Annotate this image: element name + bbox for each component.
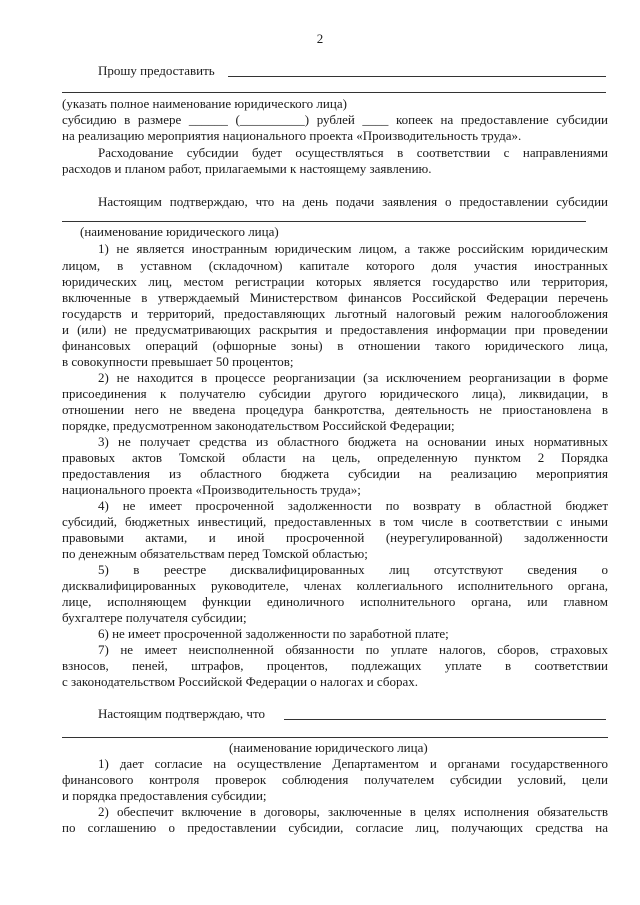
commit-1-line-1: 1) дает согласие на осуществление Департаментом и органами государственного <box>98 756 608 771</box>
item-5-line-2: дисквалифицированных руководителе, членах коллегиального исполнительного органа, <box>62 578 608 593</box>
item-6-line-1: 6) не имеет просроченной задолженности по заработной плате; <box>98 626 449 641</box>
item-2-line-2: присоединения к получателю субсидии другого юридического лица), ликвидации, в <box>62 386 608 401</box>
item-7-line-1: 7) не имеет неисполненной обязанности по уплате налогов, сборов, страховых <box>98 642 608 657</box>
item-1-line-7: финансовых операций (офшорные зоны) в отношении такого юридического лица, <box>62 338 608 353</box>
item-2-line-4: порядке, предусмотренном законодательством Российской Федерации; <box>62 418 455 433</box>
org-name-field-line[interactable] <box>228 76 606 77</box>
item-3-line-1: 3) не получает средства из областного бюджета на основании иных нормативных <box>98 434 608 449</box>
subsidy-amount-line: субсидию в размере ______ (__________) рублей ____ копеек на предоставление субсидии <box>62 112 608 127</box>
item-7-line-3: с законодательством Российской Федерации о налогах и сборах. <box>62 674 418 689</box>
item-1-line-2: лицом, в уставном (складочном) капитале которого доля участия иностранных <box>62 258 608 273</box>
item-4-line-3: правовыми актами, и иной просроченной (неурегулированной) задолженности <box>62 530 608 545</box>
org-hint-name-1: (наименование юридического лица) <box>80 224 279 239</box>
expenses-line-2: расходов и планом работ, прилагаемыми к настоящему заявлению. <box>62 161 432 176</box>
item-1-line-8: в совокупности превышает 50 процентов; <box>62 354 294 369</box>
item-4-line-2: субсидий, бюджетных инвестиций, предоставленных в том числе в соответствии с иными <box>62 514 608 529</box>
org-hint-name-2: (наименование юридического лица) <box>229 740 428 755</box>
item-2-line-1: 2) не находится в процессе реорганизации (за исключением реорганизации в форме <box>98 370 608 385</box>
item-3-line-4: национального проекта «Производительность труда»; <box>62 482 361 497</box>
page-number: 2 <box>316 31 324 46</box>
item-3-line-3: предоставления из областного бюджета субсидии на реализацию мероприятия <box>62 466 608 481</box>
item-1-line-5: государств и территорий, предоставляющих льготный налоговый режим налогообложения <box>62 306 608 321</box>
item-1-line-3: юридических лиц, местом регистрации которых является государство или территория, <box>62 274 608 289</box>
item-4-line-4: по денежным обязательствам перед Томской областью; <box>62 546 368 561</box>
commit-1-line-3: и порядка предоставления субсидии; <box>62 788 267 803</box>
subsidy-purpose: на реализацию мероприятия национального проекта «Производительность труда». <box>62 128 522 143</box>
request-label: Прошу предоставить <box>98 63 215 78</box>
org-name-field-line-2[interactable] <box>62 92 606 93</box>
item-1-line-1: 1) не является иностранным юридическим лицом, а также российским юридическим <box>98 241 608 256</box>
item-1-line-4: включенные в утверждаемый Министерством финансов Российской Федерации перечень <box>62 290 608 305</box>
item-3-line-2: правовых актов Томской области на цель, определенную пунктом 2 Порядка <box>62 450 608 465</box>
item-5-line-1: 5) в реестре дисквалифицированных лиц отсутствуют сведения о <box>98 562 608 577</box>
item-5-line-4: бухгалтере получателя субсидии; <box>62 610 247 625</box>
org-hint-full-name: (указать полное наименование юридического лица) <box>62 96 347 111</box>
confirm-intro-1: Настоящим подтверждаю, что на день подачи заявления о предоставлении субсидии <box>98 194 608 209</box>
org-name-field-line-4[interactable] <box>284 719 606 720</box>
item-2-line-3: отношении него не введена процедура банкротства, деятельность не приостановлена в <box>62 402 608 417</box>
org-name-field-line-5[interactable] <box>62 737 608 738</box>
item-7-line-2: взносов, пеней, штрафов, процентов, подлежащих уплате в соответствии <box>62 658 608 673</box>
item-5-line-3: лице, исполняющем функции единоличного исполнительного органа, или главном <box>62 594 608 609</box>
confirm-intro-2: Настоящим подтверждаю, что <box>98 706 265 721</box>
commit-2-line-1: 2) обеспечит включение в договоры, заключенные в целях исполнения обязательств <box>98 804 608 819</box>
item-4-line-1: 4) не имеет просроченной задолженности по возврату в областной бюджет <box>98 498 608 513</box>
commit-1-line-2: финансового контроля проверок соблюдения получателем субсидии условий, цели <box>62 772 608 787</box>
commit-2-line-2: по соглашению о предоставлении субсидии, согласие лиц, получающих средства на <box>62 820 608 835</box>
item-1-line-6: и (или) не предусматривающих раскрытия и предоставления информации при проведении <box>62 322 608 337</box>
org-name-field-line-3[interactable] <box>62 221 586 222</box>
expenses-line-1: Расходование субсидии будет осуществляться в соответствии с направлениями <box>98 145 608 160</box>
